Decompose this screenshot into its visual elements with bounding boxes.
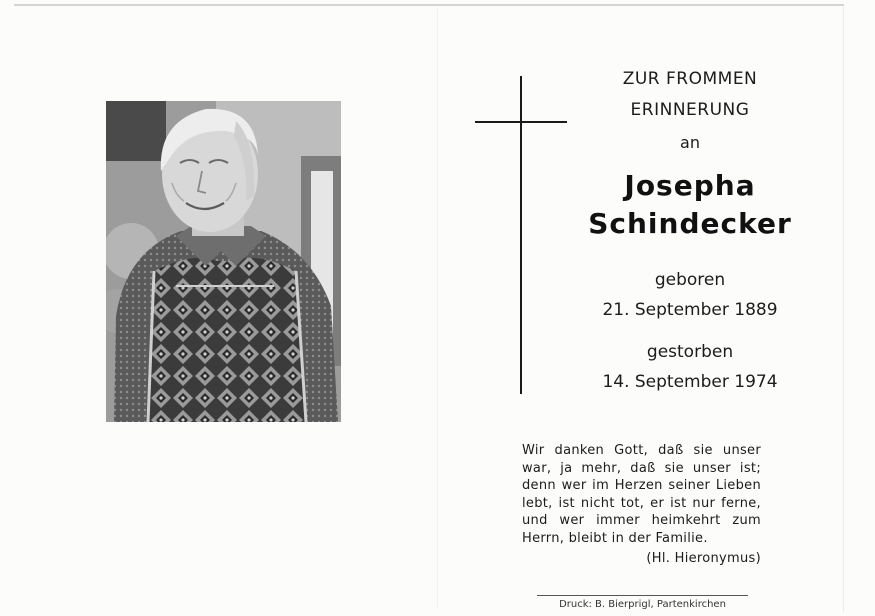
verse-line: denn wer im Herzen seiner Lieben: [522, 478, 761, 494]
verse-line: Wir danken Gott, daß sie unser: [522, 443, 761, 458]
memorial-verse: [522, 442, 761, 548]
card-fold-line: [437, 8, 438, 608]
printer-credit: Druck: B. Bierprigl, Partenkirchen: [559, 599, 726, 610]
verse-line: lebt, ist nicht tot, er ist nur ferne,: [522, 495, 761, 511]
paper-edge-top: [14, 4, 844, 6]
born-date: 21. September 1889: [602, 300, 778, 320]
heading-line-1: ZUR FROMMEN: [622, 69, 758, 89]
deceased-last-name: Schindecker: [588, 207, 792, 240]
died-label: gestorben: [646, 342, 734, 362]
heading-line-3: an: [680, 133, 700, 152]
printer-divider: [537, 595, 748, 596]
deceased-first-name: Josepha: [624, 169, 756, 202]
verse-attribution: (Hl. Hieronymus): [646, 551, 761, 566]
verse-line: war, ja mehr, daß sie unser ist;: [522, 460, 761, 476]
cross-horizontal-bar: [475, 121, 567, 123]
verse-line: Herrn, bleibt in der Familie.: [522, 530, 708, 546]
paper-edge-right: [843, 6, 844, 612]
verse-line: und wer immer heimkehrt zum: [522, 513, 761, 529]
died-date: 14. September 1974: [602, 372, 778, 392]
heading-line-2: ERINNERUNG: [630, 100, 750, 120]
born-label: geboren: [654, 270, 726, 290]
portrait-photo: [106, 101, 341, 422]
cross-vertical-bar: [520, 76, 522, 394]
